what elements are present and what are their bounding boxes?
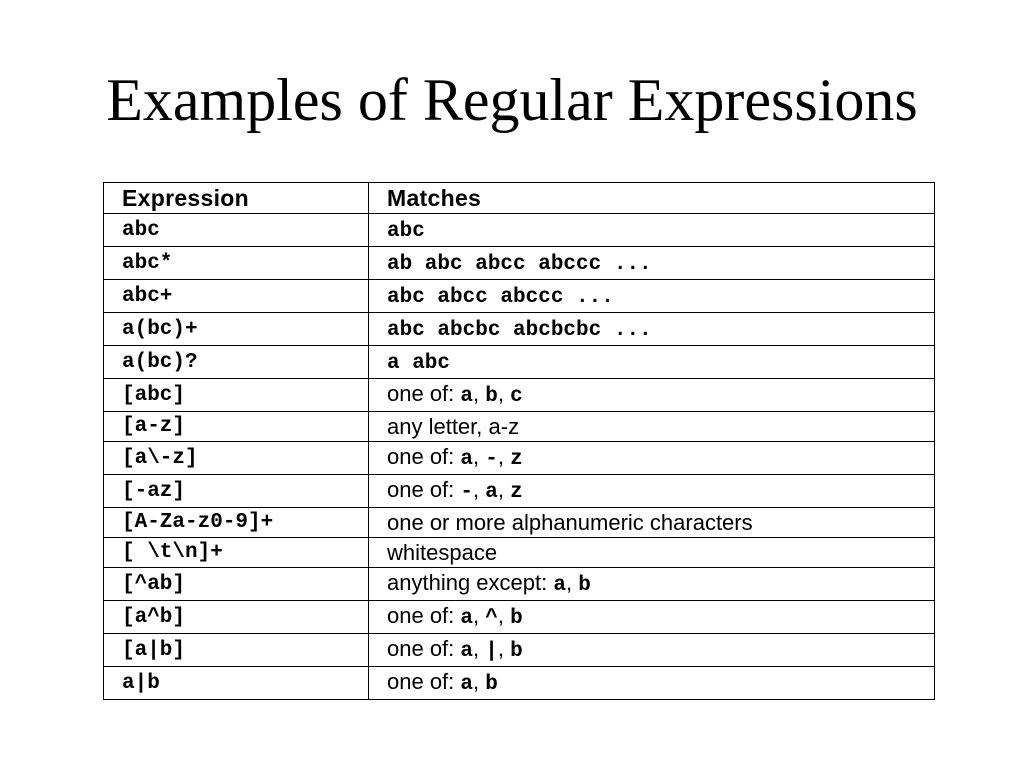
matches-cell (369, 634, 935, 667)
match-text: one of: (387, 477, 461, 502)
table-row (104, 313, 935, 346)
matches-cell (369, 412, 935, 442)
match-text: , (497, 444, 511, 469)
expression-cell: [^ab] (104, 568, 369, 601)
match-text: , (497, 477, 511, 502)
match-text: one or more alphanumeric characters (387, 510, 753, 535)
match-text: any letter, a-z (387, 414, 520, 439)
matches-cell (369, 601, 935, 634)
match-text: - (460, 481, 473, 504)
match-text: b (485, 673, 498, 696)
match-text: ab abc abcc abccc ... (387, 253, 652, 276)
regex-examples-table (103, 182, 935, 700)
matches-cell (369, 538, 935, 568)
expression-cell: abc* (104, 247, 369, 280)
header-expression: Expression (104, 183, 369, 214)
table-row (104, 247, 935, 280)
match-text: a (553, 574, 566, 597)
expression-cell: a(bc)? (104, 346, 369, 379)
expression-cell: a|b (104, 667, 369, 700)
match-text: , (565, 570, 579, 595)
match-text: b (485, 385, 498, 408)
match-text: , (473, 381, 486, 406)
table-row (104, 601, 935, 634)
matches-cell (369, 568, 935, 601)
expression-cell: [a^b] (104, 601, 369, 634)
expression-cell: [-az] (104, 475, 369, 508)
match-text: , (497, 603, 511, 628)
match-text: c (510, 385, 523, 408)
matches-cell (369, 346, 935, 379)
match-text: a (460, 607, 473, 630)
match-text: b (510, 640, 523, 663)
table-row (104, 634, 935, 667)
expression-cell: [ \t\n]+ (104, 538, 369, 568)
matches-cell (369, 247, 935, 280)
matches-cell (369, 313, 935, 346)
match-text: a abc (387, 352, 451, 375)
match-text: one of: (387, 636, 461, 661)
match-text: a (485, 481, 498, 504)
match-text: one of: (387, 669, 461, 694)
match-text: , (473, 444, 486, 469)
match-text: abc abcc abccc ... (387, 286, 614, 309)
table-row (104, 379, 935, 412)
table-row (104, 346, 935, 379)
expression-cell: a(bc)+ (104, 313, 369, 346)
match-text: one of: (387, 444, 461, 469)
expression-cell: abc+ (104, 280, 369, 313)
match-text: z (510, 481, 523, 504)
match-text: z (510, 448, 523, 471)
match-text: b (578, 574, 591, 597)
table-row (104, 475, 935, 508)
table-body (104, 214, 935, 700)
table-row (104, 412, 935, 442)
match-text: ^ (485, 607, 498, 630)
expression-cell: [a\-z] (104, 442, 369, 475)
matches-cell (369, 667, 935, 700)
expression-cell: [abc] (104, 379, 369, 412)
match-text: , (473, 477, 486, 502)
match-text: a (460, 385, 473, 408)
matches-cell (369, 442, 935, 475)
match-text: a (460, 640, 473, 663)
match-text: a (460, 448, 473, 471)
match-text: one of: (387, 381, 461, 406)
match-text: | (485, 640, 498, 663)
table-row (104, 538, 935, 568)
match-text: abc abcbc abcbcbc ... (387, 319, 652, 342)
expression-cell: [a|b] (104, 634, 369, 667)
match-text: , (497, 381, 511, 406)
matches-cell (369, 508, 935, 538)
table-row (104, 280, 935, 313)
match-text: , (473, 669, 486, 694)
slide-title: Examples of Regular Expressions (106, 67, 918, 133)
table-row (104, 214, 935, 247)
matches-cell (369, 214, 935, 247)
match-text: b (510, 607, 523, 630)
table-row (104, 442, 935, 475)
matches-cell (369, 280, 935, 313)
expression-cell: [A-Za-z0-9]+ (104, 508, 369, 538)
expression-cell: [a-z] (104, 412, 369, 442)
match-text: anything except: (387, 570, 554, 595)
match-text: abc (387, 220, 425, 243)
match-text: , (473, 636, 486, 661)
expression-cell: abc (104, 214, 369, 247)
match-text: whitespace (387, 540, 498, 565)
matches-cell (369, 379, 935, 412)
matches-cell (369, 475, 935, 508)
match-text: , (473, 603, 486, 628)
table-row (104, 568, 935, 601)
table-header-row (104, 183, 935, 214)
header-matches: Matches (369, 183, 935, 214)
table-row (104, 667, 935, 700)
match-text: - (485, 448, 498, 471)
match-text: , (497, 636, 511, 661)
match-text: one of: (387, 603, 461, 628)
table-row (104, 508, 935, 538)
match-text: a (460, 673, 473, 696)
